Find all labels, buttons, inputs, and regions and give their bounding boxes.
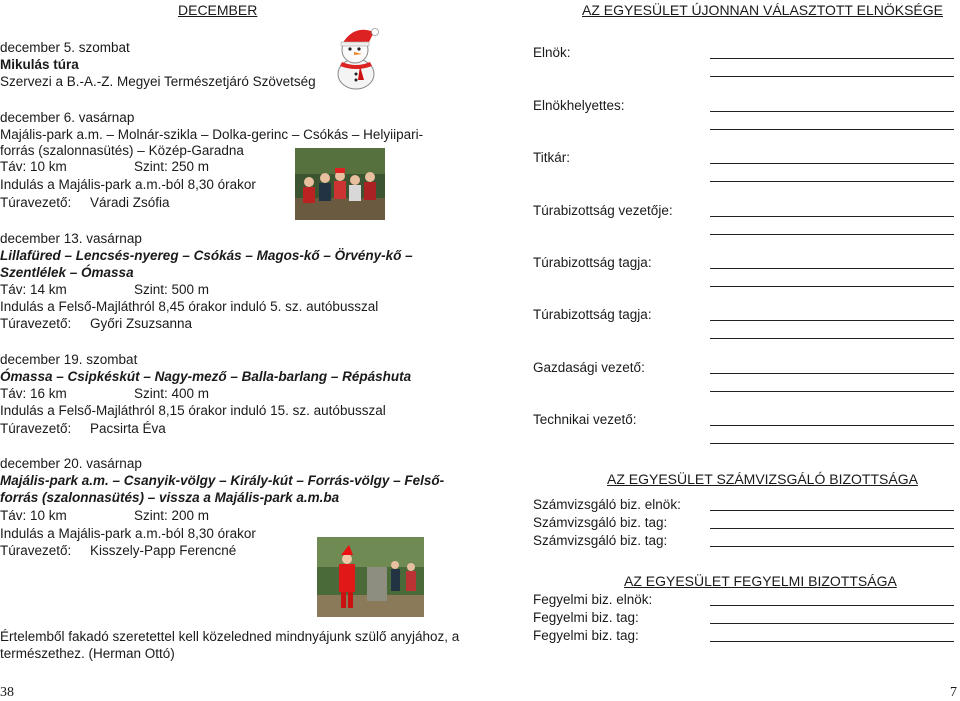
disciplinary-blank-line: [710, 605, 954, 606]
event-2-elevation: Szint: 250 m: [134, 159, 210, 174]
event-4-leader: Pacsirta Éva: [90, 421, 166, 436]
quote-line-1: Értelemből fakadó szeretettel kell közeledned mindnyájunk szülő anyjához, a: [0, 629, 460, 644]
board-blank-line: [710, 373, 954, 374]
event-5-date: december 20. vasárnap: [0, 456, 142, 471]
event-3-leader-label: Túravezető:: [0, 316, 72, 331]
left-page-number: 38: [0, 685, 14, 700]
board-blank-line: [710, 391, 954, 392]
audit-blank-line: [710, 528, 954, 529]
disciplinary-committee-heading: AZ EGYESÜLET FEGYELMI BIZOTTSÁGA: [624, 573, 897, 589]
board-label-technical-head: Technikai vezető:: [533, 412, 637, 427]
event-4-start: Indulás a Felső-Majláthról 8,15 órakor induló 15. sz. autóbusszal: [0, 403, 386, 418]
disciplinary-blank-line: [710, 641, 954, 642]
disciplinary-label-chair: Fegyelmi biz. elnök:: [533, 592, 653, 607]
board-label-president: Elnök:: [533, 45, 571, 60]
event-3-date: december 13. vasárnap: [0, 231, 142, 246]
event-5-leader-label: Túravezető:: [0, 543, 72, 558]
december-heading: DECEMBER: [178, 2, 258, 18]
event-3-leader: Győri Zsuzsanna: [90, 316, 193, 331]
board-label-finance-head: Gazdasági vezető:: [533, 360, 645, 375]
board-label-hiking-committee-head: Túrabizottság vezetője:: [533, 203, 673, 218]
event-3-elevation: Szint: 500 m: [134, 282, 210, 297]
event-5-route-line-2: forrás (szalonnasütés) – vissza a Majális-park a.m.ba: [0, 490, 340, 505]
board-blank-line: [710, 425, 954, 426]
snowman-image: [330, 24, 382, 90]
board-blank-line: [710, 129, 954, 130]
event-2-route-line-1: Majális-park a.m. – Molnár-szikla – Dolka-gerinc – Csókás – Helyiipari-: [0, 127, 424, 142]
board-label-vice-president: Elnökhelyettes:: [533, 98, 625, 113]
board-blank-line: [710, 443, 954, 444]
audit-committee-heading: AZ EGYESÜLET SZÁMVIZSGÁLÓ BIZOTTSÁGA: [607, 471, 918, 487]
audit-blank-line: [710, 510, 954, 511]
right-page-number: 7: [950, 685, 957, 700]
audit-label-member: Számvizsgáló biz. tag:: [533, 515, 668, 530]
event-4-leader-label: Túravezető:: [0, 421, 72, 436]
event-3-route-line-1: Lillafüred – Lencsés-nyereg – Csókás – Magos-kő – Örvény-kő –: [0, 248, 413, 263]
quote-line-2: természethez. (Herman Ottó): [0, 646, 175, 661]
event-5-elevation: Szint: 200 m: [134, 508, 210, 523]
board-blank-line: [710, 268, 954, 269]
disciplinary-blank-line: [710, 623, 954, 624]
board-blank-line: [710, 181, 954, 182]
board-blank-line: [710, 286, 954, 287]
event-3-distance: Táv: 14 km: [0, 282, 67, 297]
board-blank-line: [710, 163, 954, 164]
event-4-elevation: Szint: 400 m: [134, 386, 210, 401]
event-4-distance: Táv: 16 km: [0, 386, 67, 401]
event-4-route: Ómassa – Csipkéskút – Nagy-mező – Balla-barlang – Répáshuta: [0, 369, 412, 384]
santa-photo: [317, 537, 424, 617]
group-photo: [295, 148, 385, 220]
event-5-leader: Kisszely-Papp Ferencné: [90, 543, 237, 558]
event-5-start: Indulás a Majális-park a.m.-ból 8,30 órakor: [0, 526, 256, 541]
event-2-route-line-2: forrás (szalonnasütés) – Közép-Garadna: [0, 143, 244, 158]
event-1-name: Mikulás túra: [0, 57, 79, 72]
board-blank-line: [710, 320, 954, 321]
event-2-leader-label: Túravezető:: [0, 195, 72, 210]
event-2-leader: Váradi Zsófia: [90, 195, 170, 210]
board-blank-line: [710, 216, 954, 217]
event-1-organizer: Szervezi a B.-A.-Z. Megyei Természetjáró Szövetség: [0, 74, 316, 89]
event-2-date: december 6. vasárnap: [0, 110, 135, 125]
event-3-start: Indulás a Felső-Majláthról 8,45 órakor induló 5. sz. autóbusszal: [0, 299, 379, 314]
event-2-distance: Táv: 10 km: [0, 159, 67, 174]
board-blank-line: [710, 234, 954, 235]
event-1-date: december 5. szombat: [0, 40, 130, 55]
disciplinary-label-member: Fegyelmi biz. tag:: [533, 628, 639, 643]
board-blank-line: [710, 111, 954, 112]
board-blank-line: [710, 76, 954, 77]
audit-label-member: Számvizsgáló biz. tag:: [533, 533, 668, 548]
board-blank-line: [710, 58, 954, 59]
event-5-route-line-1: Majális-park a.m. – Csanyik-völgy – Király-kút – Forrás-völgy – Felső-: [0, 473, 445, 488]
board-label-hiking-committee-member: Túrabizottság tagja:: [533, 307, 652, 322]
audit-blank-line: [710, 546, 954, 547]
board-label-hiking-committee-member: Túrabizottság tagja:: [533, 255, 652, 270]
event-3-route-line-2: Szentlélek – Ómassa: [0, 265, 134, 280]
event-4-date: december 19. szombat: [0, 352, 138, 367]
board-heading: AZ EGYESÜLET ÚJONNAN VÁLASZTOTT ELNÖKSÉGE: [582, 2, 943, 18]
audit-label-chair: Számvizsgáló biz. elnök:: [533, 497, 681, 512]
event-2-start: Indulás a Majális-park a.m.-ból 8,30 órakor: [0, 177, 256, 192]
board-label-secretary: Titkár:: [533, 150, 570, 165]
board-blank-line: [710, 338, 954, 339]
event-5-distance: Táv: 10 km: [0, 508, 67, 523]
disciplinary-label-member: Fegyelmi biz. tag:: [533, 610, 639, 625]
